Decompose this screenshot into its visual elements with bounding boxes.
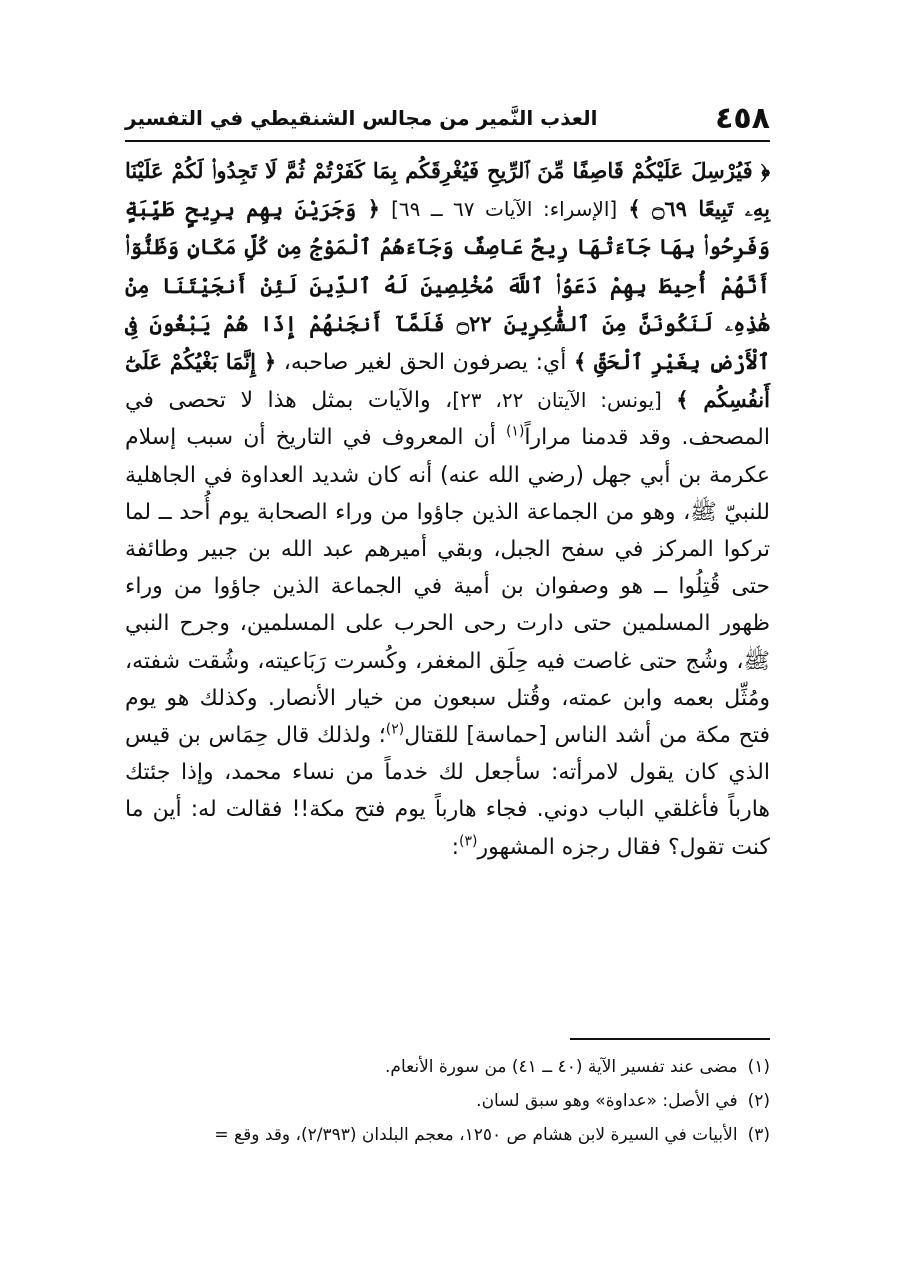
verse-reference: [يونس: الآيتان ٢٢، ٢٣] [452,388,662,413]
footnote-marker: (٣) [459,833,478,850]
quran-verse: ﴿ فَيُرْسِلَ عَلَيْكُمْ قَاصِفًا مِّنَ ٱلرِّيحِ فَيُغْرِقَكُم بِمَا كَفَرْتُمْ ثُمَّ لَا تَجِدُوا۟ لَكُمْ عَلَيْنَا بِهِۦ تَبِيعًا ۝٦٩ ﴾ [125,158,770,222]
running-title: العذب النَّمير من مجالس الشنقيطي في التفسير [125,106,598,130]
text-segment: ، والآيات بمثل هذا لا تحصى في المصحف. وقد قدمنا مراراً [125,388,770,451]
footnote-number: (٣) [747,1125,770,1145]
main-text [125,152,770,866]
page-header [125,96,770,142]
footnote-text: في الأصل: «عداوة» وهو سبق لسان. [476,1091,738,1111]
footnote-marker: (١) [505,424,525,441]
paragraph [125,152,770,866]
footnote-item [110,1118,770,1152]
page-number: ٤٥٨ [715,100,770,136]
text-segment: أي: يصرفون الحق لغير صاحبه، [283,350,567,376]
footnote-marker: (٢) [385,721,405,738]
text-segment: أن المعروف في التاريخ أن سبب إسلام عكرمة بن أبي جهل (رضي الله عنه) أنه كان شديد العداوة في الجاهلية للنبيّ ﷺ، وهو من الجماعة الذين جاؤوا من وراء الصحابة يوم أُحد ــ لما تركوا المركز في سفح الجبل، وبقي أميرهم عبد الله بن جبير وطائفة حتى قُتِلُوا ــ هو وصفوان بن أمية في الجماعة الذين جاؤوا من وراء ظهور المسلمين حتى دارت رحى الحرب على المسلمين، وجرح النبي ﷺ، وشُج حتى غاصت فيه حِلَق المغفر، وكُسرت رَبَاعيته، وشُقت شفته، ومُثِّل بعمه وابن عمته، وقُتل سبعون من خيار الأنصار. وكذلك هو يوم فتح مكة من أشد الناس [حماسة] للقتال [125,425,771,749]
footnote-text: مضى عند تفسير الآية (٤٠ ــ ٤١) من سورة الأنعام. [385,1057,738,1077]
footnotes [110,1050,770,1152]
footnote-text: الأبيات في السيرة لابن هشام ص ١٢٥٠، معجم البلدان (٢/٣٩٣)، وقد وقع = [214,1125,738,1145]
footnote-item [110,1050,770,1084]
footnote-item [110,1084,770,1118]
quran-verse: ﴿ إِنَّمَا بَغْيُكُمْ عَلَىٰٓ أَنفُسِكُم ﴾ [125,349,770,413]
footnote-number: (١) [747,1057,770,1077]
footnote-divider [570,1038,770,1040]
footnote-number: (٢) [747,1091,770,1111]
text-segment: : [451,834,460,860]
verse-reference: [الإسراء: الآيات ٦٧ ــ ٦٩] [391,197,618,222]
text-segment: ؛ ولذلك قال حِمَاس بن قيس الذي كان يقول لامرأته: سأجعل لك خدماً من نساء محمد، وإذا جئتك هارباً فأغلقي الباب دوني. فجاء هارباً يوم فتح مكة!! فقالت له: أين ما كنت تقول؟ فقال رجزه المشهور [125,723,770,860]
quran-verse: ﴿ وَجَرَيْنَ بِهِم بِرِيحٍ طَيِّبَةٍ وَفَرِحُوا۟ بِهَا جَآءَتْهَا رِيحٌ عَاصِفٌ وَجَآءَهُمُ ٱلْمَوْجُ مِن كُلِّ مَكَانٍ وَظَنُّوٓا۟ أَنَّهُمْ أُحِيطَ بِهِمْ دَعَوُا۟ ٱللَّهَ مُخْلِصِينَ لَهُ ٱلدِّينَ لَئِنْ أَنجَيْتَنَا مِنْ هَٰذِهِۦ لَنَكُونَنَّ مِنَ ٱلشَّٰكِرِينَ ۝٢٢ فَلَمَّآ أَنجَىٰهُمْ إِذَا هُمْ يَبْغُونَ فِى ٱلْأَرْضِ بِغَيْرِ ٱلْحَقِّ ﴾ [125,196,770,375]
